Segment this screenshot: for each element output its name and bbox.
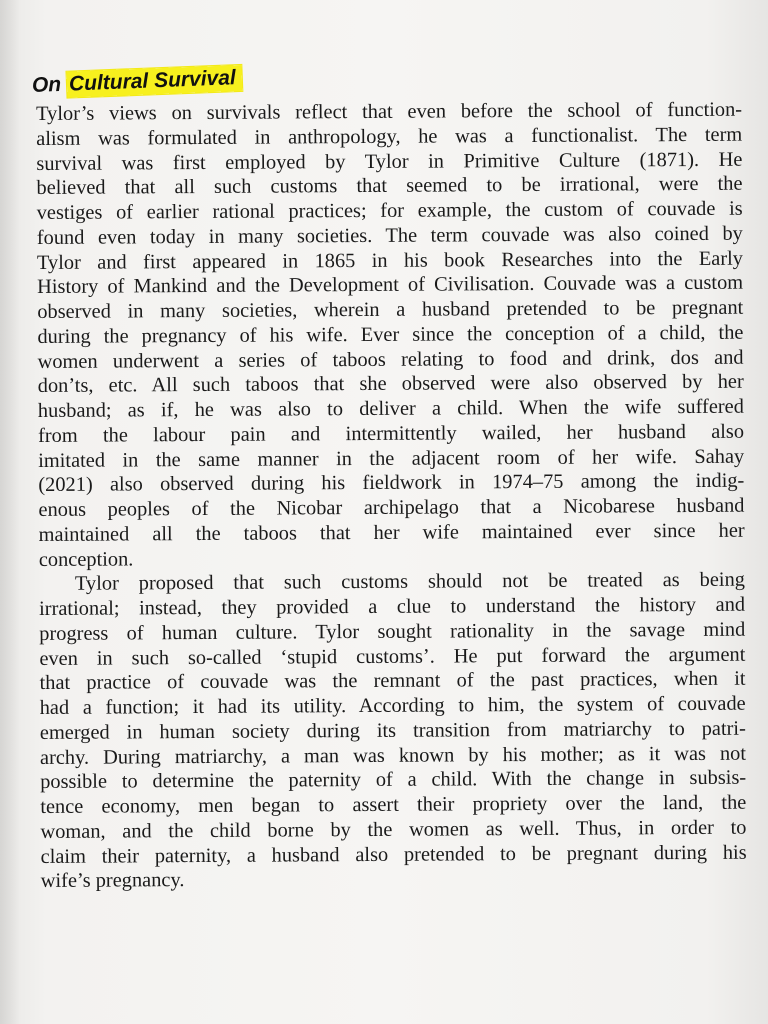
text-line: wife’s pregnancy. — [40, 869, 185, 893]
highlighted-heading-text: Cultural Survival — [66, 65, 242, 98]
text-line: even in such so-called ‘stupid customs’. He put forward the argument — [39, 643, 746, 670]
text-line: claim their paternity, a husband also pretended to be pregnant during his — [40, 841, 747, 868]
text-line: enous peoples of the Nicobar archipelago that a Nicobarese husband — [38, 494, 745, 521]
text-line: husband; as if, he was also to deliver a child. When the wife suffered — [37, 395, 744, 422]
paragraph-2 — [39, 568, 747, 894]
text-line: during the pregnancy of his wife. Ever since the conception of a child, the — [37, 321, 744, 348]
text-line: Tylor’s views on survivals reflect that even before the school of function- — [36, 98, 743, 125]
text-line: imitated in the same manner in the adjacent room of her wife. Sahay — [38, 445, 745, 472]
text-line: believed that all such customs that seemed to be irrational, were the — [36, 172, 743, 200]
text-line: Tylor proposed that such customs should not be treated as being — [74, 568, 745, 596]
paragraph-1 — [36, 98, 745, 573]
page-edge-shadow — [0, 0, 20, 1024]
body-text — [36, 98, 747, 894]
text-line: found even today in many societies. The term couvade was also coined by — [36, 222, 743, 249]
text-line: observed in many societies, wherein a husband pretended to be pregnant — [37, 296, 744, 323]
text-line: conception. — [38, 547, 134, 571]
text-line: History of Mankind and the Development of Civilisation. Couvade was a custom — [37, 271, 744, 299]
text-line: alism was formulated in anthropology, he was a functionalist. The term — [36, 123, 743, 150]
text-line: possible to determine the paternity of a child. With the change in subsis- — [40, 766, 747, 794]
text-line: that practice of couvade was the remnant of the past practices, when it — [39, 667, 746, 695]
text-line: woman, and the child borne by the women as well. Thus, in order to — [40, 816, 747, 843]
text-line: Tylor and first appeared in 1865 in his book Researches into the Early — [36, 247, 744, 274]
text-line: vestiges of earlier rational practices; for example, the custom of couvade is — [36, 197, 743, 224]
text-line: archy. During matriarchy, a man was known by his mother; as it was not — [39, 742, 747, 769]
section-heading — [32, 66, 243, 98]
text-line: emerged in human society during its transition from matriarchy to patri- — [39, 717, 746, 744]
text-line: maintained all the taboos that her wife maintained ever since her — [38, 519, 745, 546]
text-line: (2021) also observed during his fieldwork in 1974–75 among the indig- — [38, 469, 745, 497]
text-line: irrational; instead, they provided a clue to understand the history and — [39, 593, 746, 620]
text-line: don’ts, etc. All such taboos that she observed were also observed by her — [37, 370, 744, 398]
heading-prefix: On — [31, 72, 62, 97]
text-line: progress of human culture. Tylor sought rationality in the savage mind — [39, 618, 746, 645]
text-line: from the labour pain and intermittently wailed, her husband also — [37, 420, 745, 447]
text-line: tence economy, men began to assert their propriety over the land, the — [40, 791, 747, 818]
text-line: had a function; it had its utility. According to him, the system of couvade — [39, 692, 746, 719]
text-line: survival was first employed by Tylor in Primitive Culture (1871). He — [36, 148, 743, 175]
text-line: women underwent a series of taboos relating to food and drink, dos and — [37, 346, 744, 373]
